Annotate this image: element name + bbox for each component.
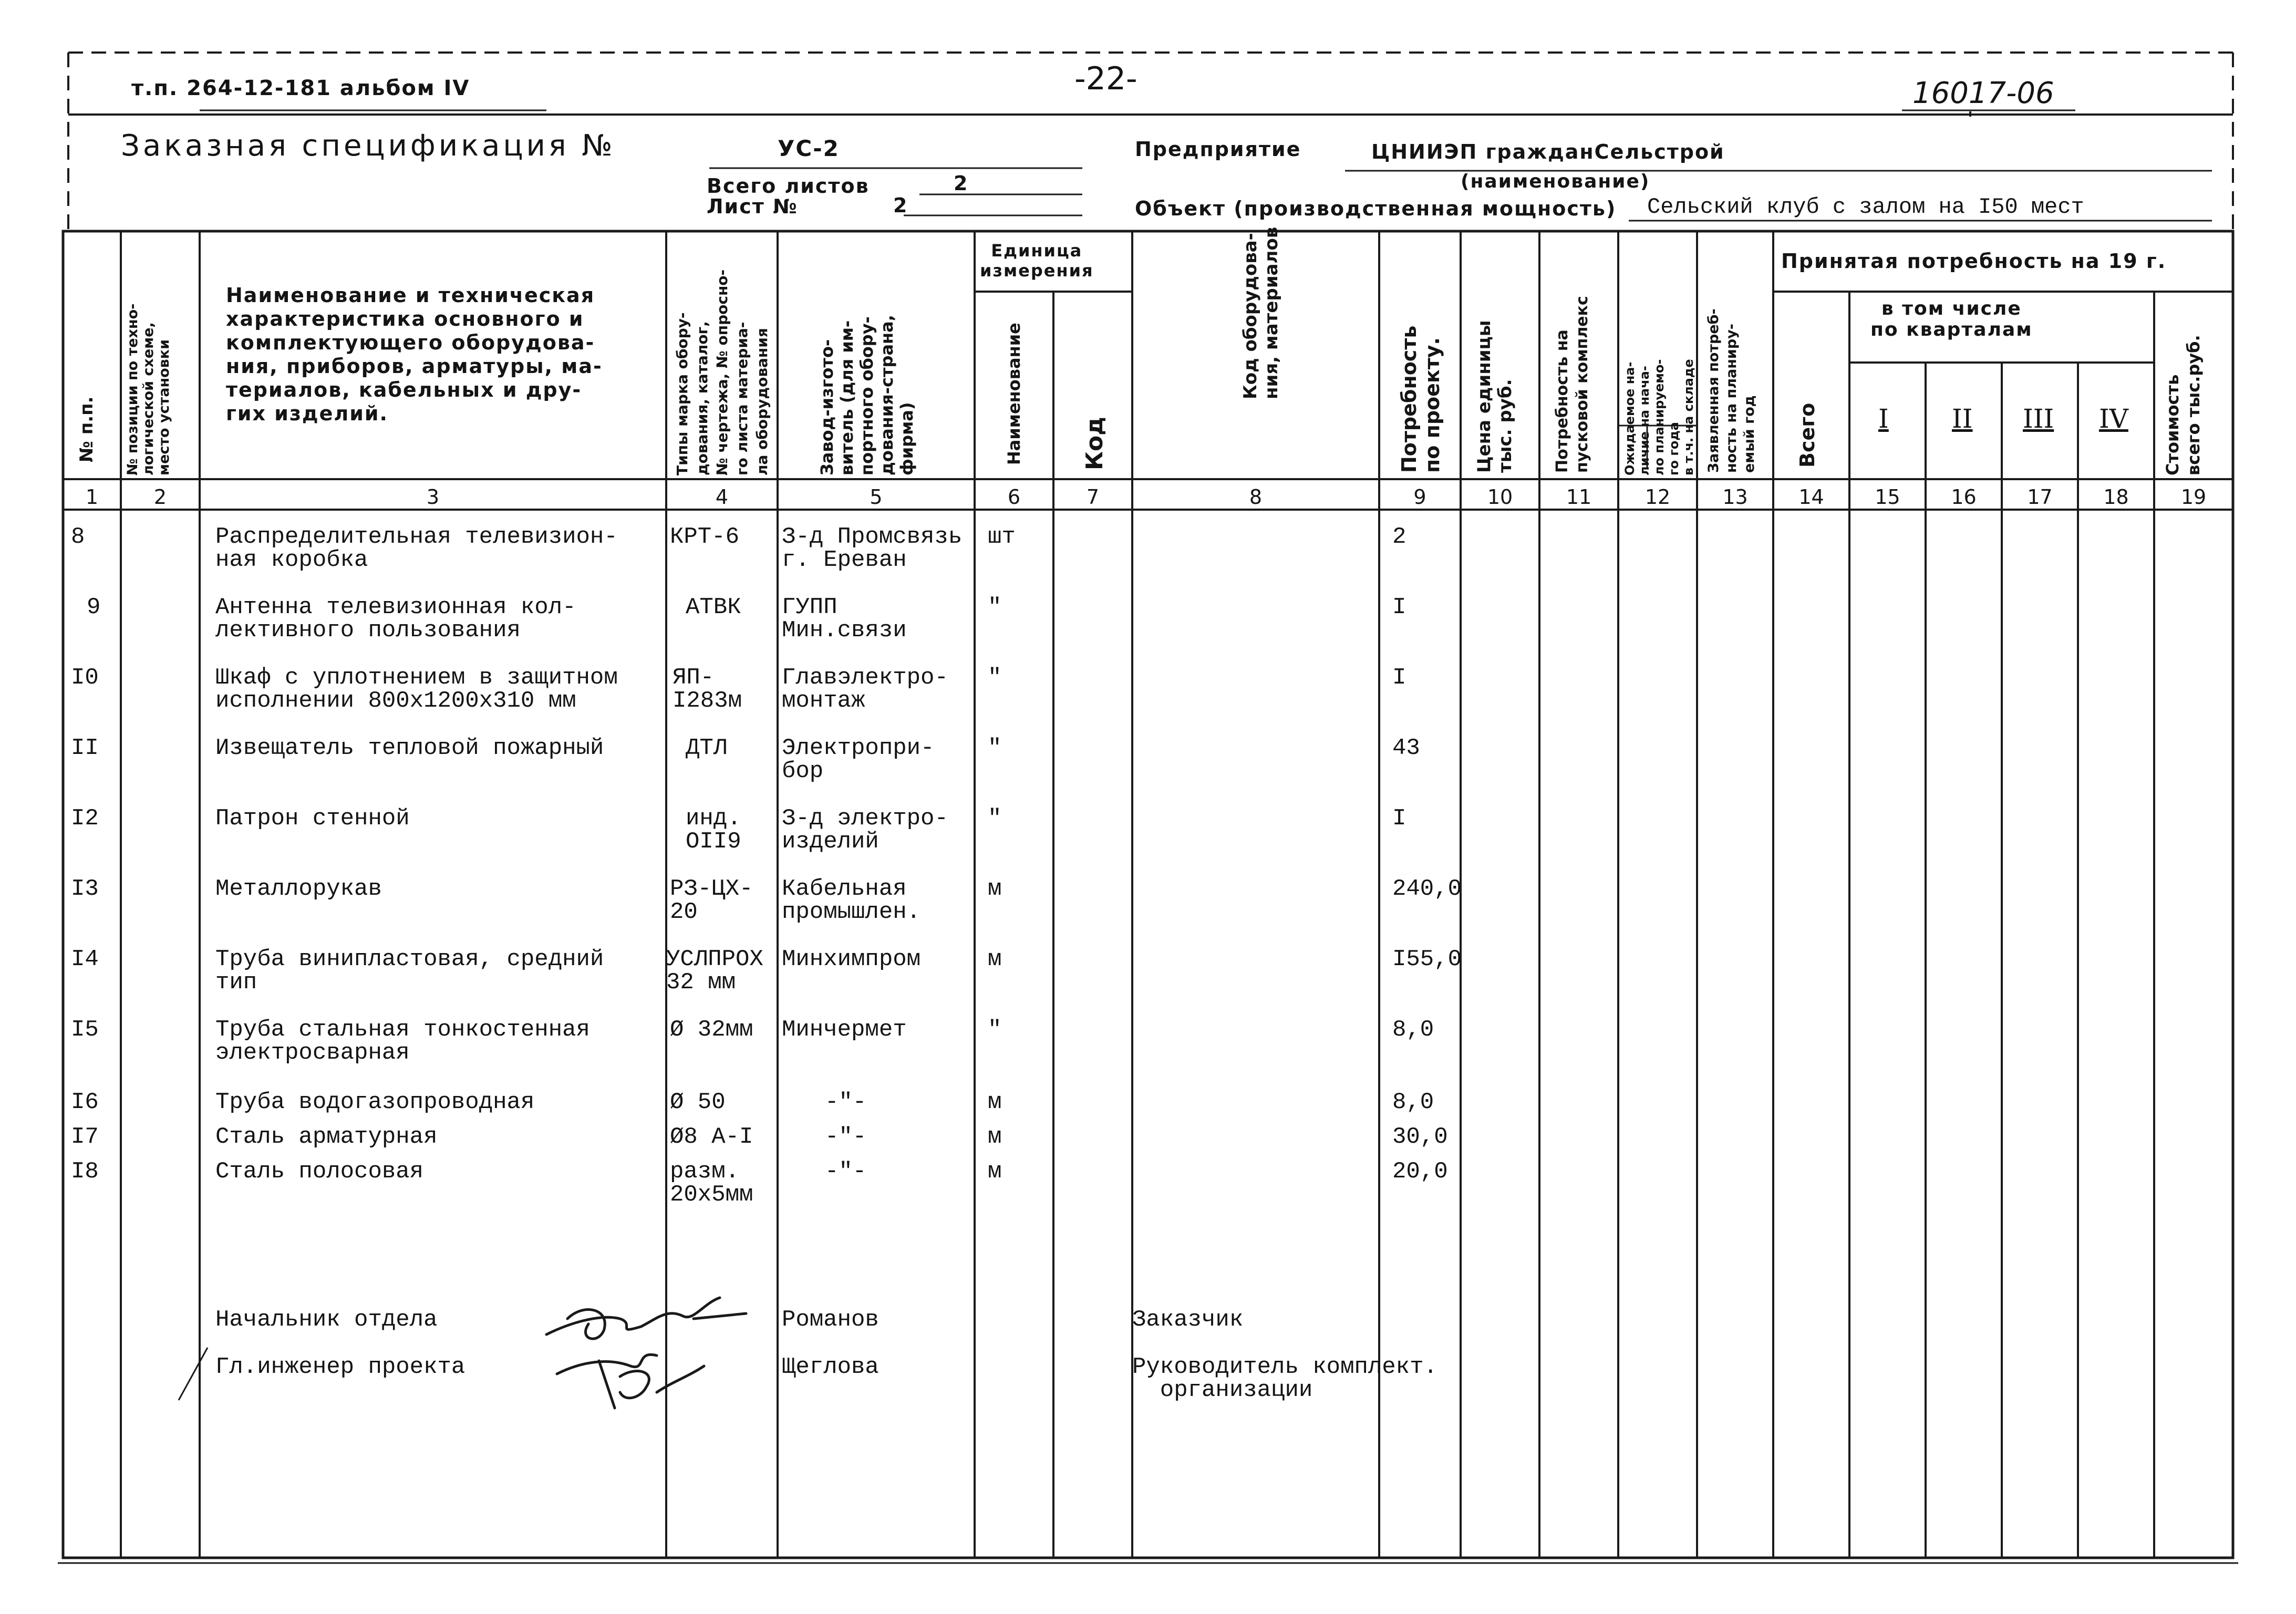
item-type: ДТЛ — [686, 735, 728, 761]
item-unit: " — [988, 594, 1002, 620]
supplier-label: Руководитель комплект. организации — [1132, 1354, 1437, 1403]
col-header-7: Код — [1081, 417, 1108, 470]
column-number: 9 — [1413, 485, 1426, 509]
item-maker: -"- — [825, 1124, 867, 1150]
item-maker: З-д электро- изделий — [782, 805, 948, 855]
column-number: 19 — [2180, 485, 2207, 509]
item-maker: -"- — [825, 1158, 867, 1185]
col-header-15: I — [1878, 404, 1889, 434]
item-type: инд. OII9 — [686, 805, 741, 855]
item-name: Труба водогазопроводная — [215, 1089, 535, 1115]
enterprise-label: Предприятие — [1135, 138, 1301, 161]
col-header-16: II — [1952, 404, 1973, 434]
column-number: 6 — [1007, 485, 1021, 509]
item-type: Ø8 A-I — [670, 1124, 753, 1150]
column-number: 8 — [1249, 485, 1263, 509]
col-header-19: Стоимость всего тыс.руб. — [2163, 335, 2204, 475]
item-maker: Главэлектро- монтаж — [782, 665, 948, 714]
enterprise-value: ЦНИИЭП гражданСельстрой — [1371, 140, 1725, 163]
item-maker: Электропри- бор — [782, 735, 935, 784]
item-name: Металлорукав — [215, 876, 382, 902]
sheet-value: 2 — [893, 194, 908, 217]
item-name: Шкаф с уплотнением в защитном исполнении 800х1200х310 мм — [215, 665, 618, 714]
chief-engineer-name: Щеглова — [782, 1354, 879, 1380]
item-name: Извещатель тепловой пожарный — [215, 735, 604, 761]
column-number: 12 — [1645, 485, 1671, 509]
customer-label: Заказчик — [1132, 1307, 1244, 1333]
item-type: УСЛПРОХ 32 мм — [666, 946, 763, 996]
col-header-4: Типы марка обору- дования, каталог, № чертежа, № опросно- го листа материа- ла оборудования — [674, 269, 771, 475]
item-quantity: 30,0 — [1392, 1124, 1448, 1150]
unit-group-header: Единица измерения — [980, 241, 1094, 281]
item-unit: шт — [988, 524, 1016, 550]
item-name: Сталь арматурная — [215, 1124, 438, 1150]
item-quantity: 8,0 — [1392, 1017, 1434, 1043]
item-name: Сталь полосовая — [215, 1158, 424, 1185]
col-header-10: Цена единицы тыс. руб. — [1474, 320, 1516, 473]
item-name: Антенна телевизионная кол- лективного пользования — [215, 594, 576, 644]
col-header-11: Потребность на пусковой комплекс — [1553, 296, 1591, 473]
item-unit: " — [988, 1017, 1002, 1043]
item-unit: м — [988, 1089, 1002, 1115]
sheet-label: Лист № — [707, 195, 798, 218]
page-title: Заказная спецификация № — [121, 129, 616, 163]
column-number: 15 — [1875, 485, 1900, 509]
item-quantity: 8,0 — [1392, 1089, 1434, 1115]
quarters-group-header: в том числе по кварталам — [1870, 298, 2033, 340]
col-header-5: Завод-изгото- витель (для им- портного обору- дования-страна, фирма) — [817, 315, 917, 475]
col-header-3: Наименование и техническая характеристика основного и комплектующего оборудова- ния, приборов, арматуры, ма- териалов, кабельных и дру- гих изделий. — [226, 284, 603, 425]
column-number: 4 — [715, 485, 729, 509]
column-number: 10 — [1487, 485, 1513, 509]
item-type: ЯП- I283м — [673, 665, 742, 714]
column-number: 1 — [85, 485, 99, 509]
col-header-1: № п.п. — [76, 396, 97, 462]
item-name: Труба стальная тонкостенная электросварная — [215, 1017, 590, 1066]
col-header-2: № позиции по техно- логической схеме, место установки — [125, 303, 172, 475]
item-quantity: 2 — [1392, 524, 1406, 550]
column-number: 14 — [1798, 485, 1824, 509]
item-maker: Минхимпром — [782, 946, 921, 972]
col-header-8: Код оборудова- ния, материалов — [1240, 226, 1282, 399]
object-label: Объект (производственная мощность) — [1135, 197, 1617, 220]
column-number: 2 — [153, 485, 167, 509]
col-header-14: Всего — [1796, 402, 1819, 468]
column-number: 18 — [2103, 485, 2129, 509]
col-header-12: Ожидаемое на- личие на нача- ло планируемо- го года в т.ч. на складе — [1622, 359, 1696, 475]
page-number: -22- — [1074, 60, 1137, 97]
column-number: 16 — [1951, 485, 1977, 509]
accepted-group-header: Принятая потребность на 19 г. — [1781, 250, 2167, 273]
chief-engineer-title: Гл.инженер проекта — [215, 1354, 466, 1380]
col-header-17: III — [2023, 404, 2054, 434]
column-number: 7 — [1086, 485, 1100, 509]
row-number: I8 — [71, 1158, 99, 1185]
row-number: 8 — [71, 524, 85, 550]
item-type: Ø 50 — [670, 1089, 726, 1115]
handwritten-signatures — [536, 1287, 757, 1419]
naming-caption: (наименование) — [1461, 171, 1650, 192]
row-number: 9 — [87, 594, 101, 620]
item-type: КРТ-6 — [670, 524, 740, 550]
total-sheets-value: 2 — [954, 172, 969, 195]
row-number: I2 — [71, 805, 99, 832]
item-maker: -"- — [825, 1089, 867, 1115]
item-quantity: I — [1392, 665, 1406, 691]
column-number: 17 — [2027, 485, 2053, 509]
total-sheets-label: Всего листов — [707, 174, 870, 198]
item-unit: " — [988, 735, 1002, 761]
item-type: разм. 20х5мм — [670, 1158, 753, 1208]
item-quantity: 20,0 — [1392, 1158, 1448, 1185]
col-header-9: Потребность по проекту. — [1398, 325, 1444, 473]
album-reference: т.п. 264-12-181 альбом IV — [131, 76, 470, 100]
col-header-18: IV — [2099, 404, 2128, 434]
item-unit: м — [988, 946, 1002, 972]
item-type: РЗ-ЦХ- 20 — [670, 876, 753, 925]
column-number: 5 — [870, 485, 883, 509]
item-name: Распределительная телевизион- ная коробка — [215, 524, 618, 573]
item-name: Труба винипластовая, средний тип — [215, 946, 604, 996]
item-maker: Кабельная промышлен. — [782, 876, 921, 925]
dept-head-title: Начальник отдела — [215, 1307, 438, 1333]
row-number: I4 — [71, 946, 99, 972]
column-number: 11 — [1566, 485, 1592, 509]
item-name: Патрон стенной — [215, 805, 410, 832]
column-number: 3 — [426, 485, 440, 509]
row-number: I0 — [71, 665, 99, 691]
dept-head-name: Романов — [782, 1307, 879, 1333]
spec-number: УС-2 — [778, 136, 840, 161]
item-quantity: I55,0 — [1392, 946, 1462, 972]
row-number: I6 — [71, 1089, 99, 1115]
row-number: II — [71, 735, 99, 761]
column-number: 13 — [1722, 485, 1748, 509]
col-header-6: Наименование — [1004, 323, 1024, 465]
col-header-13: Заявленная потреб- ность на планиру- емый год — [1705, 308, 1757, 473]
item-maker: З-д Промсвязь г. Ереван — [782, 524, 963, 573]
item-maker: ГУПП Мин.связи — [782, 594, 907, 644]
item-quantity: 43 — [1392, 735, 1420, 761]
row-number: I5 — [71, 1017, 99, 1043]
item-type: Ø 32мм — [670, 1017, 753, 1043]
item-type: АТВК — [686, 594, 741, 620]
item-unit: м — [988, 1158, 1002, 1185]
item-unit: м — [988, 1124, 1002, 1150]
row-number: I7 — [71, 1124, 99, 1150]
item-maker: Минчермет — [782, 1017, 907, 1043]
item-unit: " — [988, 805, 1002, 832]
item-quantity: 240,0 — [1392, 876, 1462, 902]
object-value: Сельский клуб с залом на I50 мест — [1647, 194, 2084, 220]
item-quantity: I — [1392, 805, 1406, 832]
document-number: 16017-06 — [1912, 76, 2054, 110]
row-number: I3 — [71, 876, 99, 902]
item-quantity: I — [1392, 594, 1406, 620]
item-unit: " — [988, 665, 1002, 691]
item-unit: м — [988, 876, 1002, 902]
